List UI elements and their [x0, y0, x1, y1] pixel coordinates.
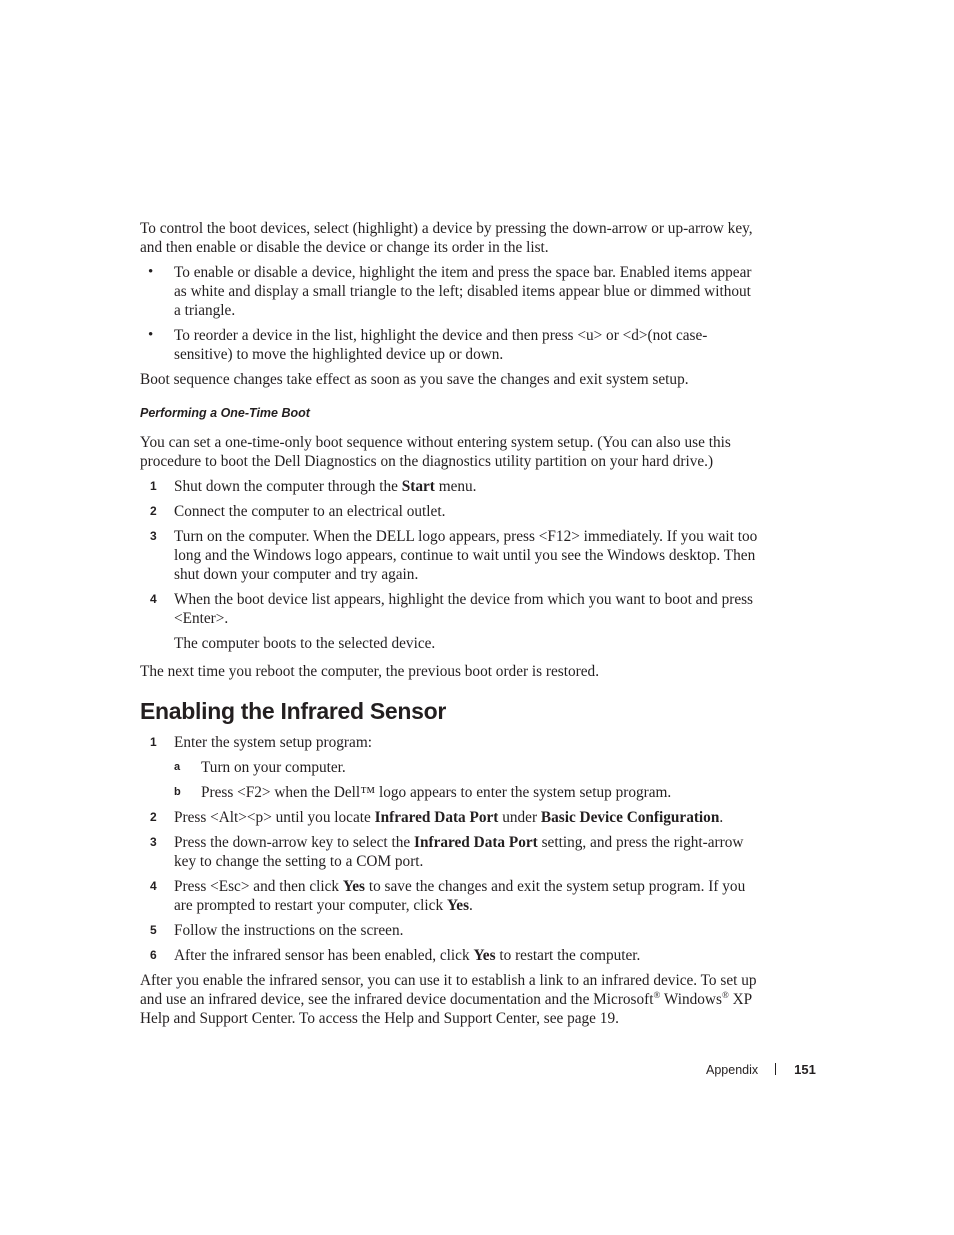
- one-time-boot-closing: The next time you reboot the computer, the previous boot order is restored.: [140, 663, 600, 680]
- setting-name: Infrared Data Port: [374, 809, 499, 826]
- step-result: The computer boots to the selected device.: [174, 635, 436, 652]
- bullet-item: [140, 326, 760, 364]
- bullet-icon: •: [148, 264, 154, 280]
- step-number: 1: [150, 479, 157, 493]
- page-content: [140, 219, 760, 1034]
- step-number: 4: [150, 879, 157, 893]
- paragraph-part: Windows: [660, 991, 722, 1008]
- step-text: [174, 877, 760, 915]
- step-number: 2: [150, 504, 157, 518]
- step-text-part: Shut down the computer through the: [174, 478, 402, 495]
- bullet-icon: •: [148, 327, 154, 343]
- step-number: 6: [150, 948, 157, 962]
- infrared-closing-paragraph: [140, 971, 760, 1028]
- step-text: [174, 833, 760, 871]
- footer-section-name: Appendix: [706, 1063, 759, 1077]
- step-item: [140, 477, 760, 496]
- step-text-part: Press <Alt><p> until you locate: [174, 809, 375, 826]
- step-text-part: .: [719, 809, 724, 826]
- subsection-heading: Performing a One-Time Boot: [140, 406, 310, 420]
- substep-item: [140, 758, 760, 777]
- bullet-item: [140, 263, 760, 320]
- option-name: Yes: [473, 947, 496, 964]
- step-number: 3: [150, 529, 157, 543]
- section-heading: Enabling the Infrared Sensor: [140, 698, 446, 724]
- step-number: 5: [150, 923, 157, 937]
- intro-closing-paragraph: Boot sequence changes take effect as soon as you save the changes and exit system setup.: [140, 371, 689, 388]
- menu-name: Start: [401, 478, 435, 495]
- step-text-part: Press <Esc> and then click: [174, 878, 343, 895]
- step-text: [174, 477, 760, 496]
- step-text-part: After the infrared sensor has been enabled, click: [174, 947, 474, 964]
- step-item: [140, 527, 760, 584]
- menu-name: Basic Device Configuration: [540, 809, 720, 826]
- step-number: 2: [150, 810, 157, 824]
- step-item: [140, 733, 760, 752]
- step-item: [140, 502, 760, 521]
- step-text-part: .: [469, 897, 473, 914]
- step-number: 3: [150, 835, 157, 849]
- substep-letter: b: [174, 786, 181, 798]
- step-text: Follow the instructions on the screen.: [174, 922, 404, 939]
- step-item: [140, 833, 760, 871]
- step-text: Connect the computer to an electrical outlet.: [174, 503, 446, 520]
- step-text-part: to save the changes and exit the system setup program. If you are prompted to restart your computer, click: [174, 878, 746, 914]
- step-item: [140, 590, 760, 628]
- step-number: 4: [150, 592, 157, 606]
- setting-name: Infrared Data Port: [414, 834, 538, 851]
- step-text: Turn on the computer. When the DELL logo appears, press <F12> immediately. If you wait too long and the Windows logo appears, continue to wait until you see the Windows desktop. Then shut down your computer and try again.: [174, 528, 758, 583]
- step-text: Enter the system setup program:: [174, 734, 372, 751]
- page-footer: [706, 1062, 826, 1078]
- page-number: 151: [794, 1062, 816, 1077]
- registered-mark: ®: [653, 989, 661, 1000]
- paragraph-part: XP Help and Support Center. To access the Help and Support Center, see page 19.: [140, 991, 752, 1027]
- step-text-part: to restart the computer.: [495, 947, 641, 964]
- substep-item: [140, 783, 760, 802]
- paragraph-part: After you enable the infrared sensor, you can use it to establish a link to an infrared device. To set up and use an infrared device, see the infrared device documentation and the Microsoft: [140, 972, 757, 1008]
- bullet-text: To enable or disable a device, highlight the item and press the space bar. Enabled items appear as white and display a small triangle to the left; disabled items appear blue or dimmed without a triangle.: [174, 264, 752, 319]
- substep-letter: a: [174, 761, 181, 773]
- registered-mark: ®: [721, 989, 729, 1000]
- step-text-part: under: [498, 809, 541, 826]
- step-item: [140, 877, 760, 915]
- one-time-boot-paragraph: You can set a one-time-only boot sequence without entering system setup. (You can also use this procedure to boot the Dell Diagnostics on the diagnostics utility partition on your hard drive.): [140, 434, 731, 470]
- step-text: [174, 808, 760, 827]
- step-text: [174, 946, 760, 965]
- substep-text: Turn on your computer.: [201, 759, 346, 776]
- option-name: Yes: [446, 897, 470, 914]
- step-number: 1: [150, 735, 157, 749]
- substep-text: Press <F2> when the Dell™ logo appears to enter the system setup program.: [201, 784, 672, 801]
- step-text: When the boot device list appears, highlight the device from which you want to boot and press <Enter>.: [174, 591, 754, 627]
- step-text-part: menu.: [434, 478, 477, 495]
- bullet-text: To reorder a device in the list, highlight the device and then press <u> or <d>(not case-sensitive) to move the highlighted device up or down.: [174, 327, 708, 363]
- step-text-part: setting, and press the right-arrow key to change the setting to a COM port.: [174, 834, 744, 870]
- footer-divider: [775, 1063, 776, 1075]
- intro-paragraph: To control the boot devices, select (highlight) a device by pressing the down-arrow or up-arrow key, and then enable or disable the device or change its order in the list.: [140, 220, 753, 256]
- step-item: [140, 946, 760, 965]
- step-text-part: Press the down-arrow key to select the: [174, 834, 415, 851]
- option-name: Yes: [342, 878, 366, 895]
- step-item: [140, 808, 760, 827]
- step-item: [140, 921, 760, 940]
